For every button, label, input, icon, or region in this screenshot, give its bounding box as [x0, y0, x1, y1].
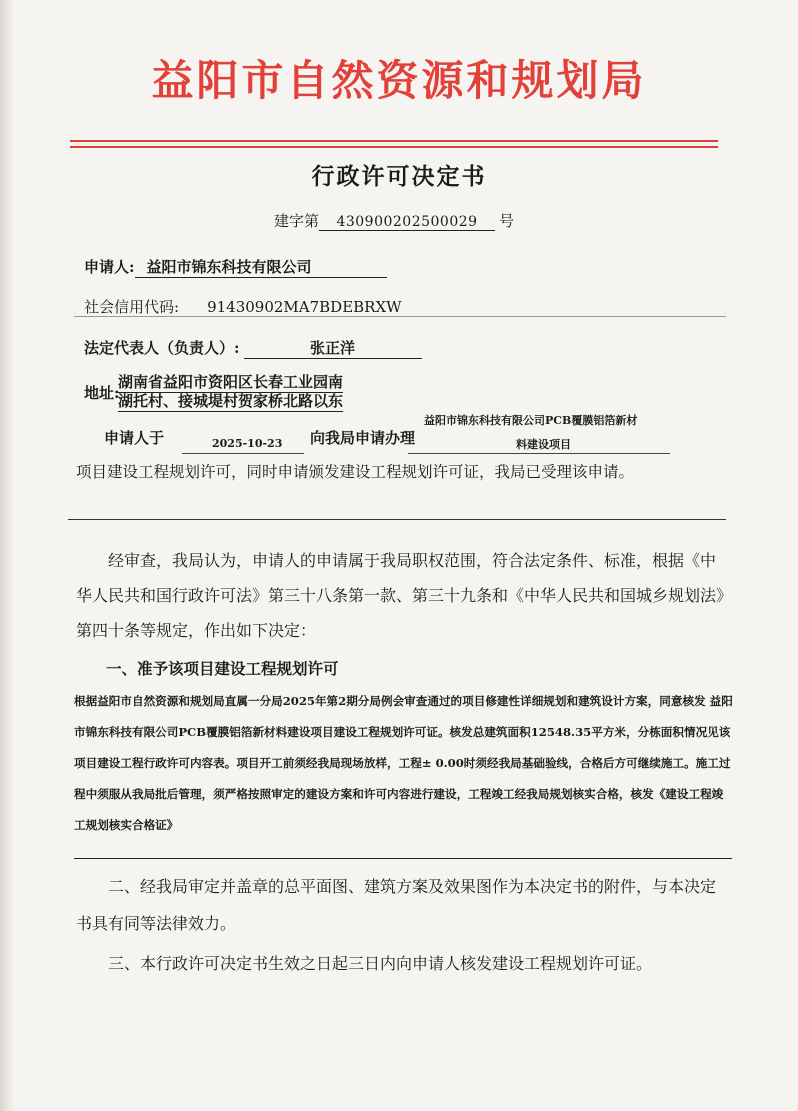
section-1-heading: 一、准予该项目建设工程规划许可 — [106, 659, 339, 678]
document-number-suffix: 号 — [499, 212, 515, 230]
legal-rep-field — [84, 337, 422, 359]
document-title: 行政许可决定书 — [311, 163, 487, 190]
application-project-underline — [408, 453, 670, 454]
section-1-detail: 根据益阳市自然资源和规划局直属一分局2025年第2期分局例会审查通过的项目修建性详细规划和建筑设计方案，同意核发 益阳市锦东科技有限公司PCB覆膜铝箔新材料建设项目建设工程规划许可证。核发总建筑面积12548.35平方米，分栋面积情况见该项目建设工程行政许可内容表。项目开工前须经我局现场放样，工程± 0.00时须经我局基础验线，合格后方可继续施工。施工过程中须服从我局批后管理，须严格按照审定的建设方案和许可内容进行建设，工程竣工经我局规划核实合格，核发《建设工程竣工规划核实合格证》 — [74, 694, 733, 832]
blank-fill-line — [68, 519, 726, 520]
application-lead: 申请人于 — [104, 429, 165, 447]
document-number-value: 430900202500029 — [319, 214, 495, 231]
application-middle: 向我局申请办理 — [310, 429, 416, 447]
applicant-label: 申请人: — [84, 258, 135, 276]
address-line-2: 湖托村、接城堤村贺家桥北路以东 — [118, 392, 344, 410]
divider-line — [74, 316, 726, 317]
section-2-paragraph: 二、经我局审定并盖章的总平面图、建筑方案及效果图作为本决定书的附件，与本决定书具有同等法律效力。 — [76, 877, 717, 933]
document-number-prefix: 建字第 — [274, 212, 320, 230]
applicant-value: 益阳市锦东科技有限公司 — [135, 256, 387, 278]
legal-rep-value: 张正洋 — [244, 337, 422, 359]
credit-code-field — [84, 296, 443, 317]
application-date-underline — [182, 453, 304, 454]
application-project-line-2: 料建设项目 — [516, 438, 571, 451]
application-project-line-1: 益阳市锦东科技有限公司PCB覆膜铝箔新材 — [424, 414, 638, 427]
review-paragraph: 经审查，我局认为，申请人的申请属于我局职权范围，符合法定条件、标准，根据《中华人民共和国行政许可法》第三十八条第一款、第三十九条和《中华人民共和国城乡规划法》第四十条等规定，作出如下决定： — [76, 551, 725, 640]
credit-code-label: 社会信用代码: — [84, 298, 180, 316]
legal-rep-label: 法定代表人（负责人）: — [84, 339, 240, 357]
address-line-1: 湖南省益阳市资阳区长春工业园南 — [118, 373, 344, 391]
application-date: 2025-10-23 — [212, 437, 283, 450]
header-red-rule-top — [70, 140, 718, 142]
application-closing: 项目建设工程规划许可，同时申请颁发建设工程规划许可证，我局已受理该申请。 — [76, 463, 635, 481]
applicant-field — [84, 256, 387, 278]
issuing-authority-header: 益阳市自然资源和规划局 — [151, 56, 647, 105]
header-red-rule-bottom — [70, 146, 718, 148]
address-label: 地址: — [84, 384, 120, 402]
section-1-underline — [74, 858, 732, 859]
document-number — [274, 210, 514, 231]
section-3-paragraph: 三、本行政许可决定书生效之日起三日内向申请人核发建设工程规划许可证。 — [108, 954, 653, 973]
credit-code-value: 91430902MA7BDEBRXW — [179, 298, 443, 317]
